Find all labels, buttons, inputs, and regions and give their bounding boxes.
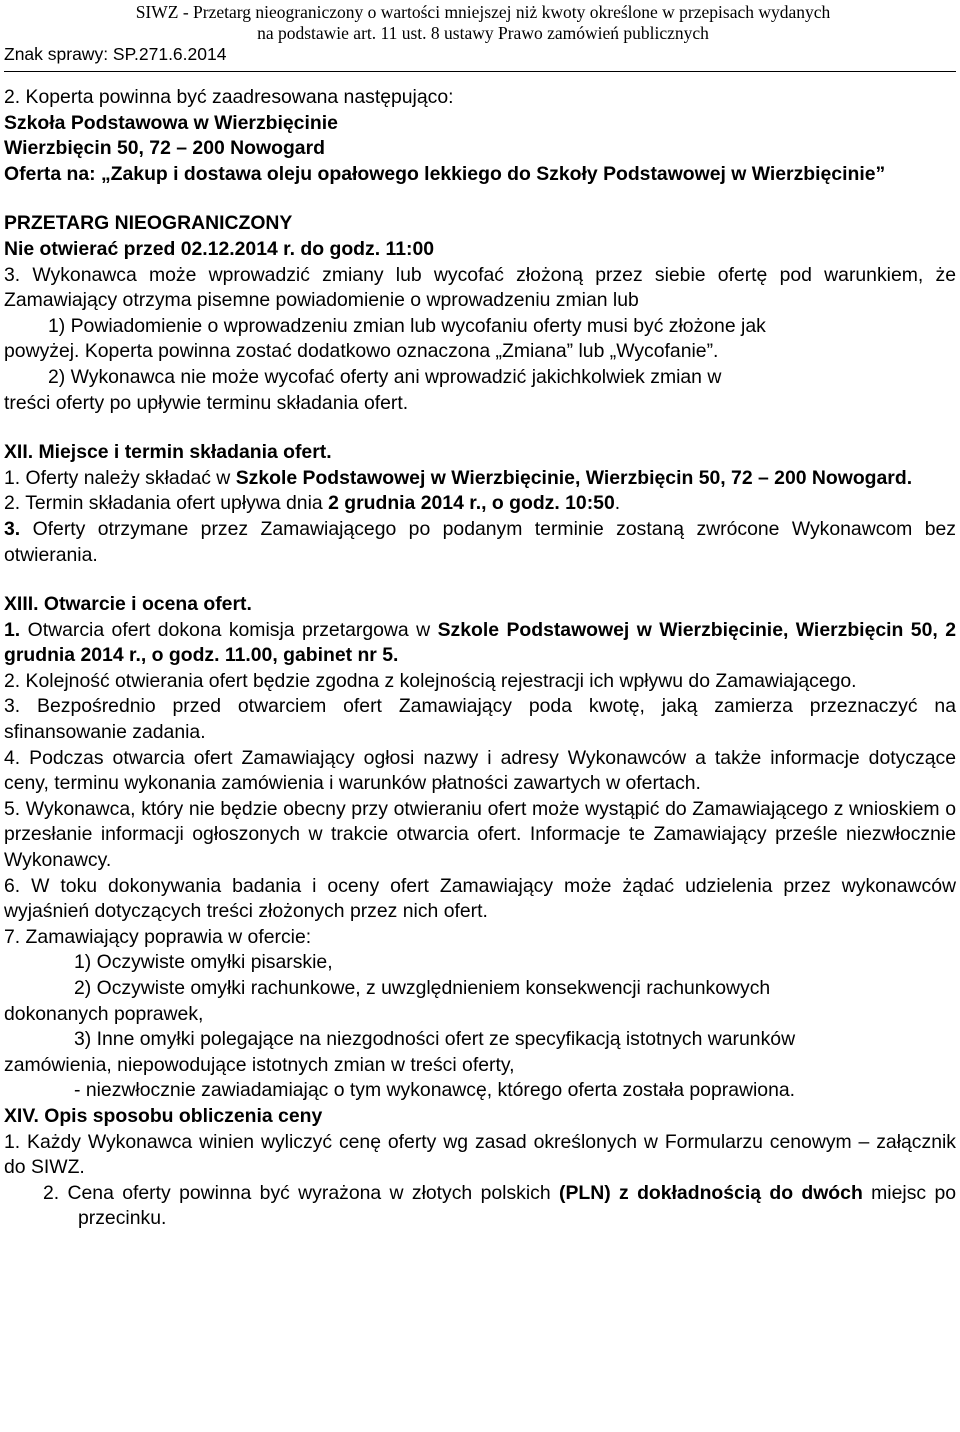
section-14-item-1: 1. Każdy Wykonawca winien wyliczyć cenę oferty wg zasad określonych w Formularzu cenowym – załącznik do SIWZ. — [4, 1130, 956, 1179]
text-run: Otwarcia ofert dokona komisja przetargowa w — [20, 618, 438, 641]
section-13-item-2: 2. Kolejność otwierania ofert będzie zgodna z kolejnością rejestracji ich wpływu do Zamawiającego. — [4, 669, 857, 692]
envelope-do-not-open: Nie otwierać przed 02.12.2014 r. do godz. 11:00 — [4, 237, 435, 260]
section-13-item-7-2: 2) Oczywiste omyłki rachunkowe, z uwzględnieniem konsekwencji rachunkowych — [74, 977, 771, 999]
spacer — [4, 568, 956, 592]
section-13-item-7-3: 3) Inne omyłki polegające na niezgodności ofert ze specyfikacją istotnych warunków — [74, 1028, 796, 1051]
section-12-item-1 — [4, 466, 956, 492]
section-13-item-1 — [4, 618, 956, 669]
text-run: 2. Cena oferty powinna być wyrażona w złotych polskich — [43, 1181, 559, 1204]
header-line-2: na podstawie art. 11 ust. 8 ustawy Prawo zamówień publicznych — [257, 23, 709, 43]
changes-paragraph: 3. Wykonawca może wprowadzić zmiany lub wycofać złożoną przez siebie ofertę pod warunkiem, że Zamawiający otrzyma pisemne powiadomienie o wprowadzeniu zmian lub — [4, 263, 956, 312]
text-run-bold: 2 grudnia 2014 r., o godz. 10:50 — [328, 492, 615, 515]
text-run: . — [614, 492, 621, 515]
envelope-offer: Oferta na: „Zakup i dostawa oleju opałowego lekkiego do Szkoły Podstawowej w Wierzbięcinie” — [4, 162, 886, 185]
item-number: 3. — [4, 517, 21, 540]
section-13-item-6: 6. W toku dokonywania badania i oceny ofert Zamawiający może żądać udzielenia przez wykonawców wyjaśnień dotyczących treści złożonych przez nich ofert. — [4, 874, 956, 923]
text-run: miejsc po przecinku. — [78, 1181, 957, 1230]
section-13-item-5: 5. Wykonawca, który nie będzie obecny przy otwieraniu ofert może wystąpić do Zamawiającego z wnioskiem o przesłanie informacji ogłoszonych w trakcie otwarcia ofert. Informacje te Zamawiający prześle niezwłocznie Wykonawcy. — [4, 797, 956, 872]
text-run-bold: Szkole Podstawowej w Wierzbięcinie, Wierzbięcin 50, 72 – 200 Nowogard. — [235, 466, 913, 489]
header-line-1: SIWZ - Przetarg nieograniczony o wartości mniejszej niż kwoty określone w przepisach wydanych — [135, 2, 831, 22]
spacer — [4, 187, 956, 211]
envelope-tender-type: PRZETARG NIEOGRANICZONY — [4, 212, 293, 235]
section-14-item-2 — [4, 1181, 956, 1232]
text-run-bold: (PLN) z dokładnością do dwóch — [558, 1181, 863, 1204]
text-run: 2. Termin składania ofert upływa dnia — [4, 492, 329, 515]
changes-sub1: 1) Powiadomienie o wprowadzeniu zmian lub wycofaniu oferty musi być złożone jak — [48, 314, 766, 337]
envelope-intro: 2. Koperta powinna być zaadresowana następująco: — [4, 86, 454, 108]
section-12-item-3 — [4, 517, 956, 568]
text-run-bold: Szkole Podstawowej w Wierzbięcinie, Wierzbięcin 50, 2 grudnia 2014 r., o godz. 11.00, gabinet nr 5. — [4, 618, 956, 667]
section-13-item-4: 4. Podczas otwarcia ofert Zamawiający ogłosi nazwy i adresy Wykonawców a także informacje dotyczące ceny, terminu wykonania zamówienia i warunków płatności zawartych w ofertach. — [4, 746, 956, 795]
case-reference: Znak sprawy: SP.271.6.2014 — [4, 44, 227, 64]
section-13-item-7-2-cont: dokonanych poprawek, — [4, 1002, 204, 1025]
section-12-item-2 — [4, 491, 956, 517]
changes-sub1-cont: powyżej. Koperta powinna zostać dodatkowo oznaczona „Zmiana” lub „Wycofanie”. — [4, 340, 719, 363]
section-13-item-7-3-cont: zamówienia, niepowodujące istotnych zmian w treści oferty, — [4, 1053, 515, 1076]
section-13-item-7-note: - niezwłocznie zawiadamiając o tym wykonawcę, którego oferta została poprawiona. — [74, 1079, 796, 1102]
text-run: 1. Oferty należy składać w — [4, 466, 236, 489]
section-13-title: XIII. Otwarcie i ocena ofert. — [4, 593, 252, 616]
section-13-item-7-1: 1) Oczywiste omyłki pisarskie, — [74, 951, 333, 974]
spacer — [4, 416, 956, 440]
changes-sub2: 2) Wykonawca nie może wycofać oferty ani wprowadzić jakichkolwiek zmian w — [48, 365, 722, 388]
header-divider — [4, 71, 956, 72]
envelope-address: Wierzbięcin 50, 72 – 200 Nowogard — [4, 137, 325, 160]
section-12-title: XII. Miejsce i termin składania ofert. — [4, 441, 332, 464]
changes-sub2-cont: treści oferty po upływie terminu składania ofert. — [4, 391, 409, 414]
item-number: 1. — [4, 618, 21, 641]
section-13-item-7: 7. Zamawiający poprawia w ofercie: — [4, 925, 312, 948]
envelope-school: Szkoła Podstawowa w Wierzbięcinie — [4, 111, 338, 134]
text-run: Oferty otrzymane przez Zamawiającego po podanym terminie zostaną zwrócone Wykonawcom bez otwierania. — [4, 517, 956, 566]
section-14-title: XIV. Opis sposobu obliczenia ceny — [4, 1104, 323, 1127]
section-13-item-3: 3. Bezpośrednio przed otwarciem ofert Zamawiający poda kwotę, jaką zamierza przeznaczyć na sfinansowanie zadania. — [4, 695, 956, 744]
